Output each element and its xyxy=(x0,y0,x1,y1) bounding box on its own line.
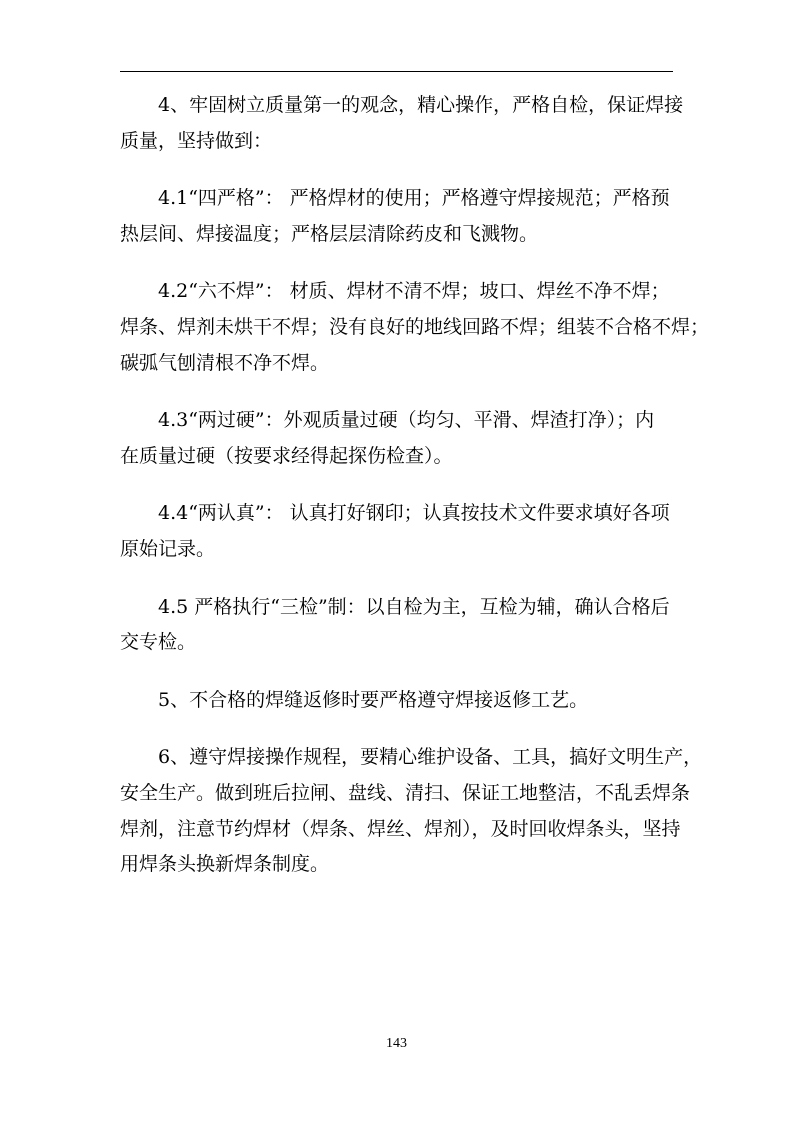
paragraph-line: 热层间、焊接温度；严格层层清除药皮和飞溅物。 xyxy=(120,222,539,245)
document-body xyxy=(120,88,710,905)
page-number: 143 xyxy=(386,1036,407,1051)
paragraph-line: 6、遵守焊接操作规程，要精心维护设备、工具，搞好文明生产， xyxy=(158,746,703,769)
paragraph-line: 质量，坚持做到： xyxy=(120,129,273,152)
paragraph-line: 5、不合格的焊缝返修时要严格遵守焊接返修工艺。 xyxy=(158,688,589,711)
paragraph-4 xyxy=(120,88,684,159)
paragraph-6 xyxy=(120,740,703,882)
paragraph-line: 安全生产。做到班后拉闸、盘线、清扫、保证工地整洁，不乱丢焊条 xyxy=(120,781,691,804)
paragraph-line: 4、牢固树立质量第一的观念，精心操作，严格自检，保证焊接 xyxy=(158,94,684,116)
paragraph-line: 焊条、焊剂未烘干不焊；没有良好的地线回路不焊；组装不合格不焊； xyxy=(120,315,710,338)
header-rule xyxy=(120,71,673,72)
paragraph-line: 4.3“两过硬”：外观质量过硬（均匀、平滑、焊渣打净）；内 xyxy=(158,409,655,432)
paragraph-5 xyxy=(120,683,680,719)
paragraph-4-3 xyxy=(120,403,680,474)
paragraph-line: 交专检。 xyxy=(120,631,197,654)
paragraph-4-5 xyxy=(120,590,680,661)
paragraph-4-4 xyxy=(120,496,680,567)
paragraph-line: 在质量过硬（按要求经得起探伤检查）。 xyxy=(120,444,453,467)
paragraph-line: 碳弧气刨清根不净不焊。 xyxy=(120,351,330,374)
paragraph-4-1 xyxy=(120,181,680,252)
paragraph-4-2 xyxy=(120,274,710,381)
paragraph-line: 4.1“四严格”： 严格焊材的使用；严格遵守焊接规范；严格预 xyxy=(158,187,670,210)
paragraph-line: 4.2“六不焊”： 材质、焊材不清不焊；坡口、焊丝不净不焊； xyxy=(158,280,670,303)
paragraph-line: 焊剂，注意节约焊材（焊条、焊丝、焊剂），及时回收焊条头，坚持 xyxy=(120,817,681,840)
paragraph-line: 4.5 严格执行“三检”制：以自检为主，互检为辅，确认合格后 xyxy=(158,595,670,618)
paragraph-line: 原始记录。 xyxy=(120,537,216,560)
paragraph-line: 4.4“两认真”： 认真打好钢印；认真按技术文件要求填好各项 xyxy=(158,502,670,525)
paragraph-line: 用焊条头换新焊条制度。 xyxy=(120,853,330,876)
